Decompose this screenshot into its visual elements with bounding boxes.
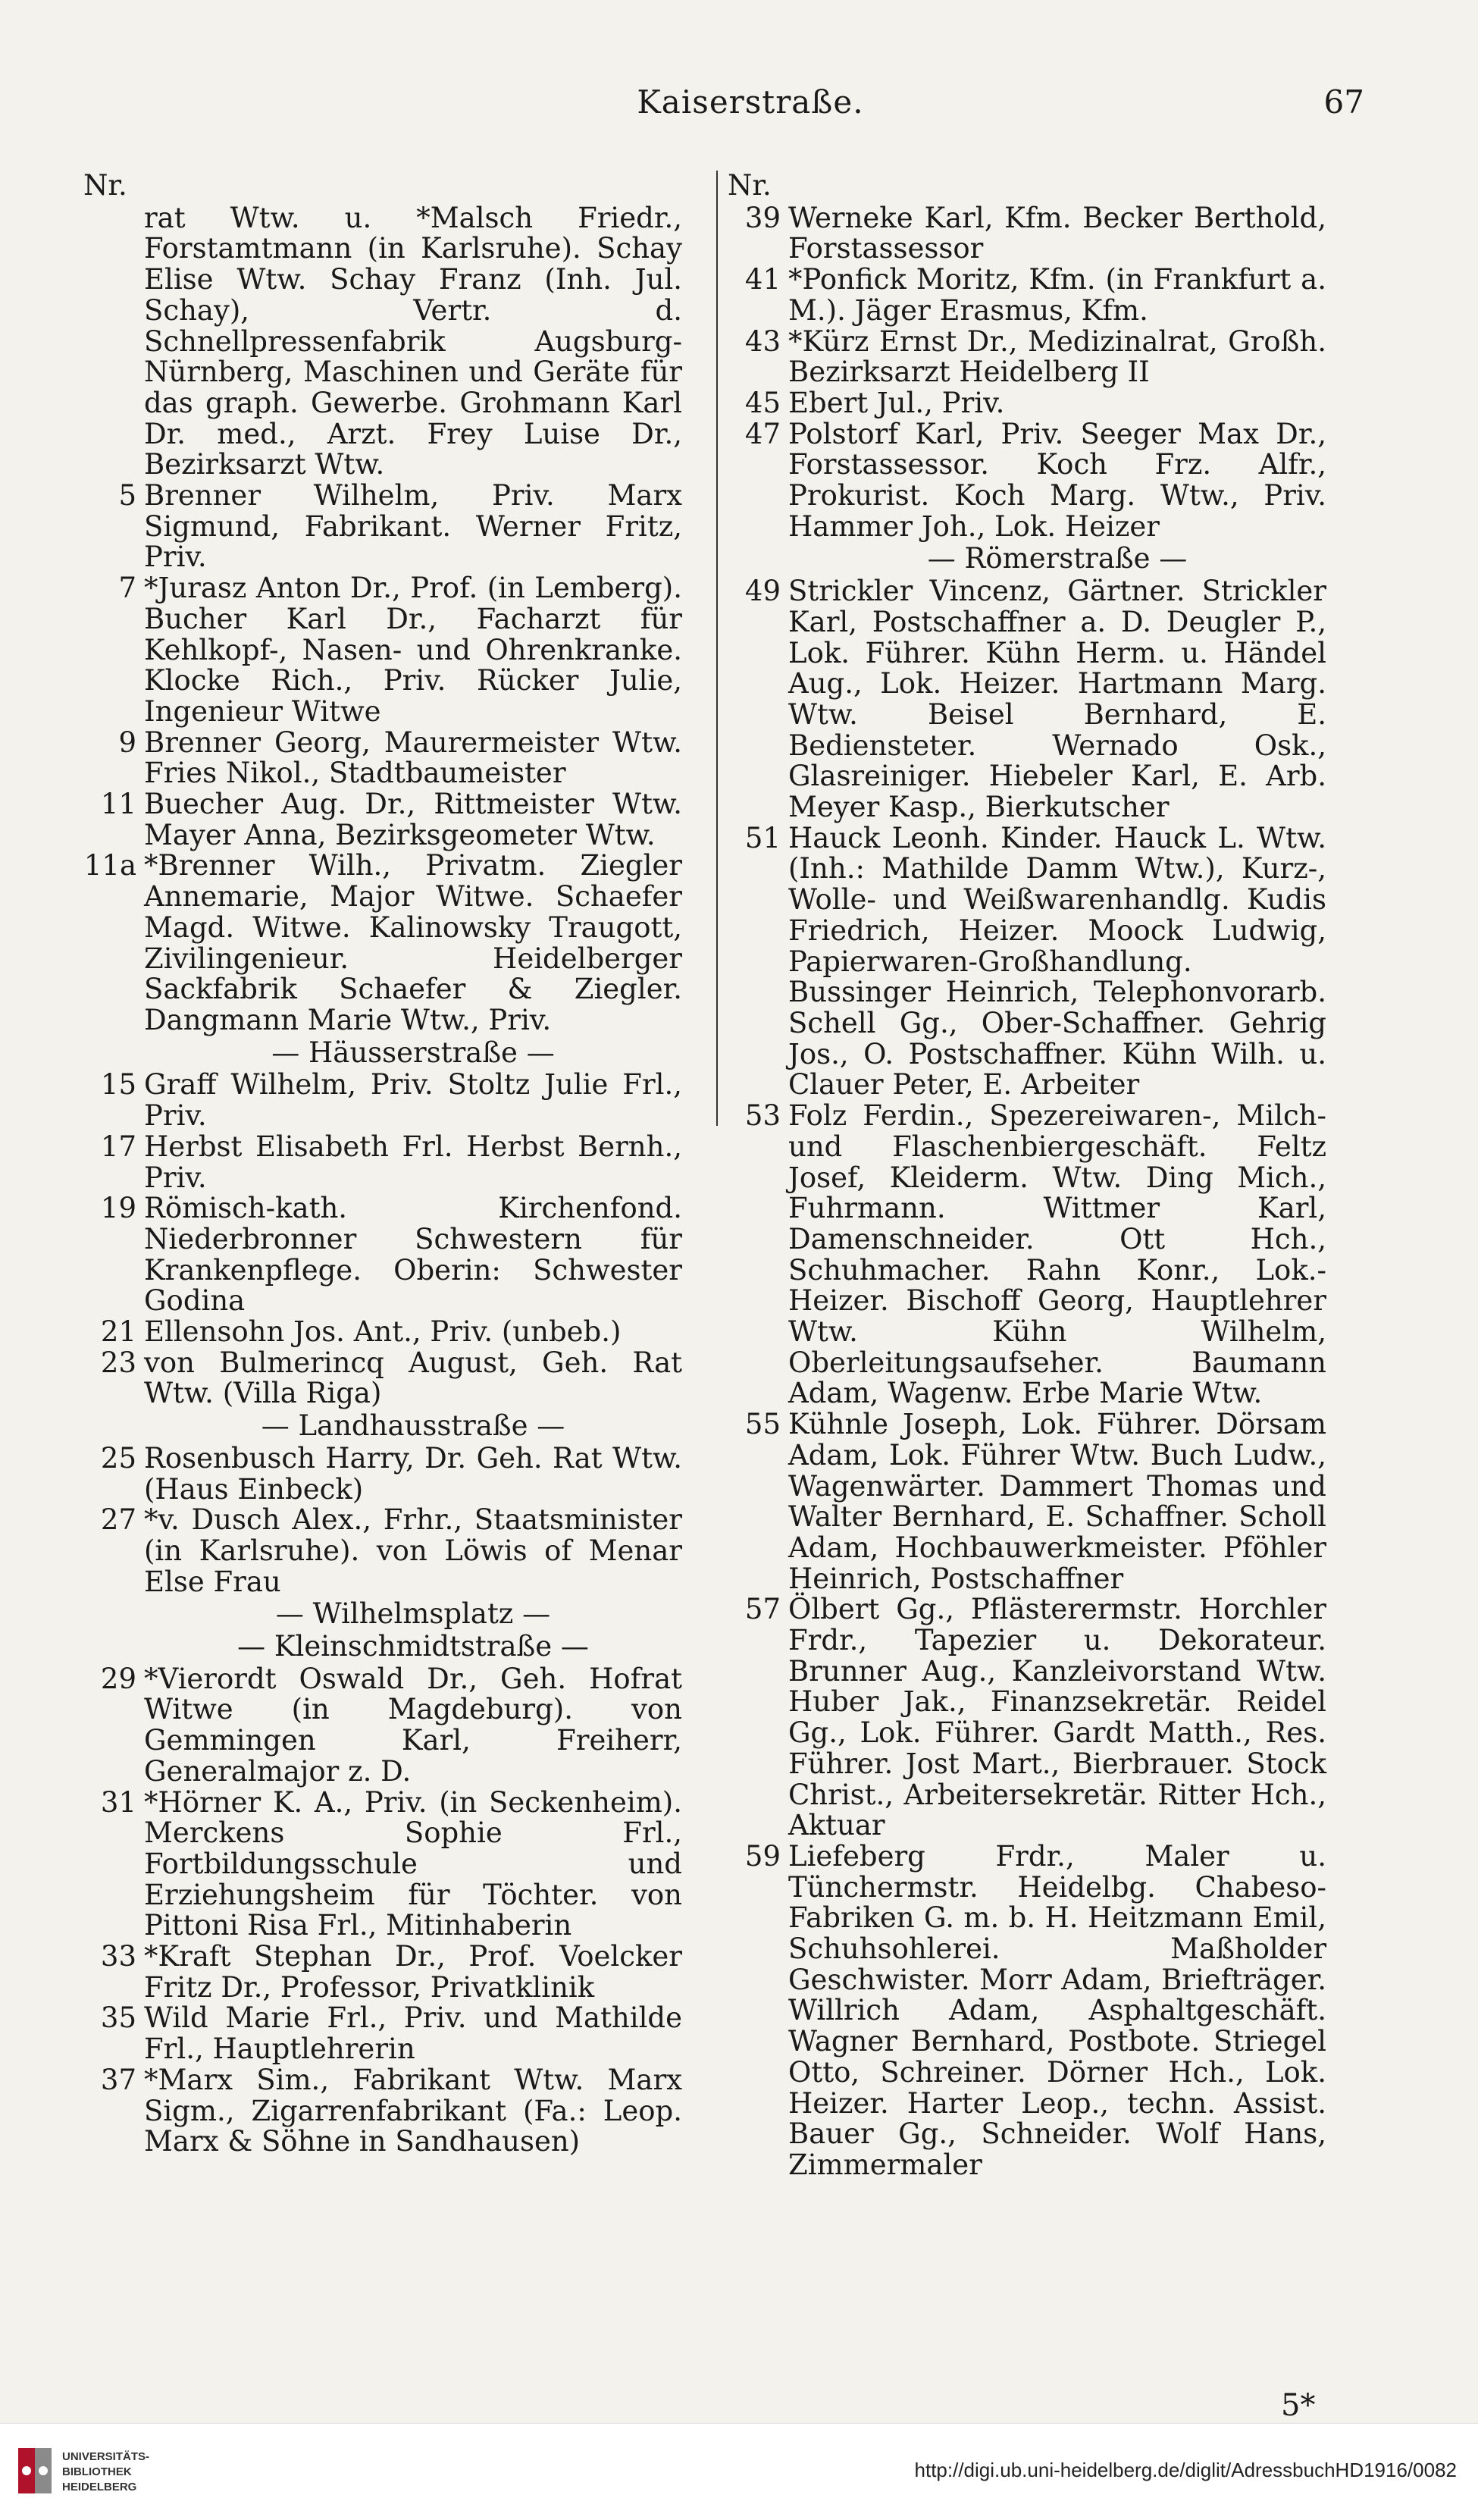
house-number: 57 [744,1593,781,1626]
resident-list: *Marx Sim., Fabrikant Wtw. Marx Sigm., Zigarrenfabrikant (Fa.: Leop. Marx & Söhne in Sandhausen) [144,2063,682,2158]
resident-list: Rosenbusch Harry, Dr. Geh. Rat Wtw. (Haus Einbeck) [144,1441,682,1506]
address-entry [83,1317,682,1348]
page-header [136,83,1364,129]
house-number: 53 [744,1099,781,1133]
footer-bar [0,2423,1478,2520]
address-entry [83,1132,682,1193]
resident-list: *v. Dusch Alex., Frhr., Staatsminister (in Karlsruhe). von Löwis of Menar Else Frau [144,1503,682,1598]
house-number: 47 [744,417,781,450]
address-entry [83,851,682,1036]
resident-list: Folz Ferdin., Spezereiwaren-, Milch- und Flaschenbiergeschäft. Feltz Josef, Kleiderm. Wtw. Ding Mich., Fuhrmann. Wittmer Karl, Damenschneider. Ott Hch., Schuhmacher. Rahn Konr., Lok.-Heizer. Bischoff Georg, Hauptlehrer Wtw. Kühn Wilhelm, Oberleitungsaufseher. Baumann Adam, Wagenw. Erbe Marie Wtw. [788,1099,1326,1410]
house-number: 27 [100,1503,136,1537]
house-number: 55 [744,1408,781,1441]
address-entry [728,388,1326,419]
resident-list: Wild Marie Frl., Priv. und Mathilde Frl., Hauptlehrerin [144,2001,682,2066]
sheet-signature: 5* [1281,2388,1316,2423]
address-entry [83,1942,682,2003]
resident-list: Brenner Georg, Maurermeister Wtw. Fries Nikol., Stadtbaumeister [144,726,682,790]
house-number: 49 [744,575,781,608]
resident-list: Hauck Leonh. Kinder. Hauck L. Wtw. (Inh.: Mathilde Damm Wtw.), Kurz-, Wolle- und Weißwarenhandlg. Kudis Friedrich, Heizer. Moock Ludwig, Papierwaren-Großhandlung. Bussinger Heinrich, Telephonvorarb. Schell Gg., Ober-Schaffner. Gehrig Jos., O. Postschaffner. Kühn Wilh. u. Clauer Peter, E. Arbeiter [788,821,1326,1102]
resident-list: Herbst Elisabeth Frl. Herbst Bernh., Priv. [144,1130,682,1194]
house-number: 31 [100,1785,136,1819]
logo-line: BIBLIOTHEK [62,2465,132,2478]
street-section-heading: — Häusserstraße — [271,1036,555,1069]
resident-list: Brenner Wilhelm, Priv. Marx Sigmund, Fabrikant. Werner Fritz, Priv. [144,479,682,574]
address-entry [83,1348,682,1409]
house-number: 19 [100,1192,136,1225]
resident-list: *Brenner Wilh., Privatm. Ziegler Annemarie, Major Witwe. Schaefer Magd. Witwe. Kalinowsky Traugott, Zivilingenieur. Heidelberger Sackfabrik Schaefer & Ziegler. Dangmann Marie Wtw., Priv. [144,849,682,1036]
address-entry [83,789,682,851]
house-number: 17 [100,1130,136,1163]
address-entry [83,1193,682,1317]
address-entry [83,481,682,573]
resident-list: Kühnle Joseph, Lok. Führer. Dörsam Adam, Lok. Führer Wtw. Buch Ludw., Wagenwärter. Dammert Thomas und Walter Bernhard, E. Schaffner. Scholl Adam, Hochbauwerkmeister. Pföhler Heinrich, Postschaffner [788,1408,1326,1595]
house-number: 33 [100,1940,136,1973]
resident-list: Werneke Karl, Kfm. Becker Berthold, Forstassessor [788,201,1326,265]
address-entry [83,1443,682,1505]
house-number: 9 [118,726,136,759]
house-number: 41 [744,263,781,296]
house-number: 7 [118,572,136,605]
house-number: 39 [744,201,781,234]
column-divider [716,171,718,1126]
house-number: 51 [744,821,781,854]
house-number: 5 [118,479,136,512]
resident-list: *Jurasz Anton Dr., Prof. (in Lemberg). Bucher Karl Dr., Facharzt für Kehlkopf-, Nasen- und Ohrenkranke. Klocke Rich., Priv. Rücker Julie, Ingenieur Witwe [144,572,682,728]
resident-list: Ellensohn Jos. Ant., Priv. (unbeb.) [144,1315,622,1349]
house-number: 29 [100,1662,136,1695]
address-entry [728,823,1326,1101]
house-number: 35 [100,2001,136,2035]
resident-list: von Bulmerincq August, Geh. Rat Wtw. (Villa Riga) [144,1346,682,1410]
house-number: 11a [83,849,136,882]
street-section-heading: — Wilhelmsplatz — [275,1597,551,1631]
address-entry [83,728,682,789]
address-entry [83,1070,682,1131]
house-number: 21 [100,1315,136,1349]
address-entry [83,1505,682,1597]
ub-heidelberg-logo-icon [15,2443,55,2498]
house-number: 15 [100,1068,136,1102]
logo-text [62,2449,149,2495]
logo-line: HEIDELBERG [62,2481,137,2493]
house-number: 45 [744,386,781,419]
address-entry [728,203,1326,265]
logo-line: UNIVERSITÄTS- [62,2450,150,2463]
address-entry [728,265,1326,326]
nr-label: Nr. [83,169,127,202]
right-column [728,171,1326,2181]
address-entry [728,1101,1326,1409]
house-number: 23 [100,1346,136,1379]
address-entry [728,324,1326,389]
address-entry [728,1594,1326,1841]
house-number: 43 [744,324,781,358]
house-number: 25 [100,1441,136,1475]
resident-list: Ölbert Gg., Pflästerermstr. Horchler Frdr., Tapezier u. Dekorateur. Brunner Aug., Kanzleivorstand Wtw. Huber Jak., Finanzsekretär. Reidel Gg., Lok. Führer. Gardt Matth., Res. Führer. Jost Mart., Bierbrauer. Stock Christ., Arbeitersekretär. Ritter Hch., Aktuar [788,1593,1326,1842]
address-entry [83,2065,682,2158]
street-title: Kaiserstraße. [637,83,864,121]
address-entry [728,1841,1326,2181]
resident-list: *Kraft Stephan Dr., Prof. Voelcker Fritz Dr., Professor, Privatklinik [144,1940,682,2004]
street-section-heading: — Kleinschmidtstraße — [237,1630,589,1663]
address-entry [728,419,1326,543]
resident-list: Polstorf Karl, Priv. Seeger Max Dr., Forstassessor. Koch Frz. Alfr., Prokurist. Koch Marg. Wtw., Priv. Hammer Joh., Lok. Heizer [788,417,1326,543]
address-entry [83,573,682,728]
resident-list: Graff Wilhelm, Priv. Stoltz Julie Frl., Priv. [144,1068,682,1133]
address-entry [728,1409,1326,1594]
page-number: 67 [1323,83,1364,121]
source-url-link[interactable]: http://digi.ub.uni-heidelberg.de/diglit/AdressbuchHD1916/0082 [914,2459,1457,2481]
street-section-heading: — Landhausstraße — [261,1409,565,1443]
address-entry [83,1664,682,1788]
library-logo[interactable] [15,2440,197,2504]
resident-list: *Kürz Ernst Dr., Medizinalrat, Großh. Bezirksarzt Heidelberg II [788,324,1326,389]
resident-list: Ebert Jul., Priv. [788,386,1005,419]
address-entry [83,1785,682,1942]
resident-list: rat Wtw. u. *Malsch Friedr., Forstamtmann (in Karlsruhe). Schay Elise Wtw. Schay Franz (Inh. Jul. Schay), Vertr. d. Schnellpressenfabrik Augsburg-Nürnberg, Maschinen und Geräte für das graph. Gewerbe. Grohmann Karl Dr. med., Arzt. Frey Luise Dr., Bezirksarzt Wtw. [144,201,682,481]
resident-list: Buecher Aug. Dr., Rittmeister Wtw. Mayer Anna, Bezirksgeometer Wtw. [144,788,682,851]
house-number: 11 [100,788,136,821]
address-entry [83,2003,682,2064]
resident-list: *Hörner K. A., Priv. (in Seckenheim). Merckens Sophie Frl., Fortbildungsschule und Erziehungsheim für Töchter. von Pittoni Risa Frl., Mitinhaberin [144,1785,682,1942]
street-section-heading: — Römerstraße — [927,542,1188,575]
resident-list: *Ponfick Moritz, Kfm. (in Frankfurt a. M.). Jäger Erasmus, Kfm. [788,263,1326,327]
address-entry [728,576,1326,823]
address-entry [83,203,682,481]
resident-list: Strickler Vincenz, Gärtner. Strickler Karl, Postschaffner a. D. Deugler P., Lok. Führer. Kühn Herm. u. Händel Aug., Lok. Heizer. Hartmann Marg. Wtw. Beisel Bernhard, E. Bediensteter. Wernado Osk., Glasreiniger. Hiebeler Karl, E. Arb. Meyer Kasp., Bierkutscher [788,575,1326,824]
house-number: 59 [744,1839,781,1873]
nr-label: Nr. [728,169,772,202]
resident-list: *Vierordt Oswald Dr., Geh. Hofrat Witwe (in Magdeburg). von Gemmingen Karl, Freiherr, Generalmajor z. D. [144,1662,682,1788]
left-column [83,171,682,2158]
house-number: 37 [100,2063,136,2096]
resident-list: Liefeberg Frdr., Maler u. Tünchermstr. Heidelbg. Chabeso-Fabriken G. m. b. H. Heitzmann Emil, Schuhsohlerei. Maßholder Geschwister. Morr Adam, Briefträger. Willrich Adam, Asphaltgeschäft. Wagner Bernhard, Postbote. Striegel Otto, Schreiner. Dörner Hch., Lok. Heizer. Harter Leop., techn. Assist. Bauer Gg., Schneider. Wolf Hans, Zimmermaler [788,1839,1326,2181]
resident-list: Römisch-kath. Kirchenfond. Niederbronner Schwestern für Krankenpflege. Oberin: Schwester Godina [144,1192,682,1318]
